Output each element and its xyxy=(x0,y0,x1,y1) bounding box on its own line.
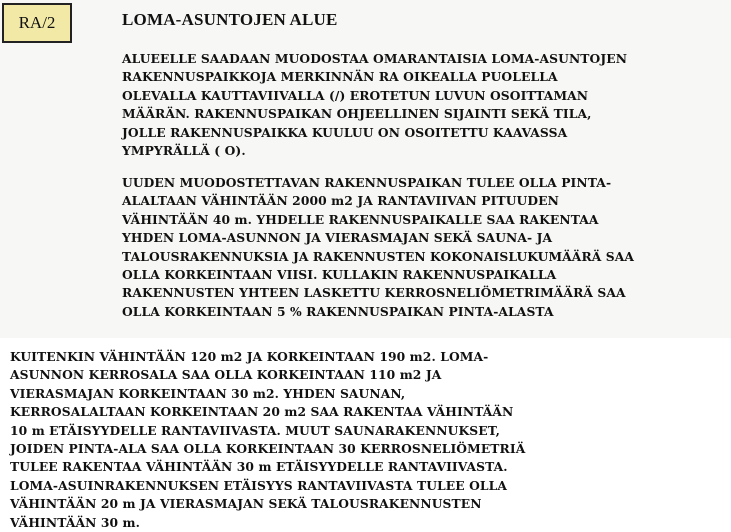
paragraph-line: OLLA KORKEINTAAN 5 % RAKENNUSPAIKAN PINTA-ALASTA xyxy=(122,303,554,319)
paragraph-line: YHDEN LOMA-ASUNNON JA VIERASMAJAN SEKÄ SAUNA- JA xyxy=(122,230,553,246)
regulation-paragraph-2 xyxy=(122,174,674,321)
paragraph-line: ASUNNON KERROSALA SAA OLLA KORKEINTAAN 110 m2 JA xyxy=(10,367,442,383)
paragraph-line: UUDEN MUODOSTETTAVAN RAKENNUSPAIKAN TULEE OLLA PINTA- xyxy=(122,175,612,190)
paragraph-line: JOIDEN PINTA-ALA SAA OLLA KORKEINTAAN 30 KERROSNELIÖMETRIÄ xyxy=(10,441,526,457)
paragraph-line: VÄHINTÄÄN 40 m. YHDELLE RAKENNUSPAIKALLE SAA RAKENTAA xyxy=(122,211,599,227)
paragraph-line: 10 m ETÄISYYDELLE RANTAVIIVASTA. MUUT SAUNARAKENNUKSET, xyxy=(10,422,500,438)
paragraph-line: KERROSALALTAAN KORKEINTAAN 20 m2 SAA RAKENTAA VÄHINTÄÄN xyxy=(10,404,514,420)
paragraph-line: RAKENNUSPAIKKOJA MERKINNÄN RA OIKEALLA PUOLELLA xyxy=(122,69,558,85)
paragraph-line: ALALTAAN VÄHINTÄÄN 2000 m2 JA RANTAVIIVAN PITUUDEN xyxy=(122,193,559,209)
zone-title: LOMA-ASUNTOJEN ALUE xyxy=(122,10,338,29)
paragraph-line: OLLA KORKEINTAAN VIISI. KULLAKIN RAKENNUSPAIKALLA xyxy=(122,267,557,283)
paragraph-line: JOLLE RAKENNUSPAIKKA KUULUU ON OSOITETTU KAAVASSA xyxy=(122,124,568,140)
zone-code-label: RA/2 xyxy=(18,13,56,32)
paragraph-line: VIERASMAJAN KORKEINTAAN 30 m2. YHDEN SAUNAN, xyxy=(10,385,406,401)
zone-code-badge xyxy=(2,3,72,43)
paragraph-line: TALOUSRAKENNUKSIA JA RAKENNUSTEN KOKONAISLUKUMÄÄRÄ SAA xyxy=(122,248,635,264)
paragraph-line: ALUEELLE SAADAAN MUODOSTAA OMARANTAISIA LOMA-ASUNTOJEN xyxy=(122,51,628,66)
regulation-paragraph-3 xyxy=(10,348,565,532)
paragraph-line: LOMA-ASUINRAKENNUKSEN ETÄISYYS RANTAVIIVASTA TULEE OLLA xyxy=(10,477,508,493)
regulation-paragraph-1 xyxy=(122,50,670,160)
paragraph-line: VÄHINTÄÄN 30 m. xyxy=(10,514,141,530)
paragraph-line: KUITENKIN VÄHINTÄÄN 120 m2 JA KORKEINTAAN 190 m2. LOMA- xyxy=(10,349,489,364)
paragraph-line: VÄHINTÄÄN 20 m JA VIERASMAJAN SEKÄ TALOUSRAKENNUSTEN xyxy=(10,496,482,512)
paragraph-line: YMPYRÄLLÄ ( O). xyxy=(122,143,246,159)
paragraph-line: OLEVALLA KAUTTAVIIVALLA (/) EROTETUN LUVUN OSOITTAMAN xyxy=(122,87,589,103)
paragraph-line: TULEE RAKENTAA VÄHINTÄÄN 30 m ETÄISYYDELLE RANTAVIIVASTA. xyxy=(10,459,508,475)
paragraph-line: RAKENNUSTEN YHTEEN LASKETTU KERROSNELIÖMETRIMÄÄRÄ SAA xyxy=(122,285,626,301)
paragraph-line: MÄÄRÄN. RAKENNUSPAIKAN OHJEELLINEN SIJAINTI SEKÄ TILA, xyxy=(122,106,592,122)
